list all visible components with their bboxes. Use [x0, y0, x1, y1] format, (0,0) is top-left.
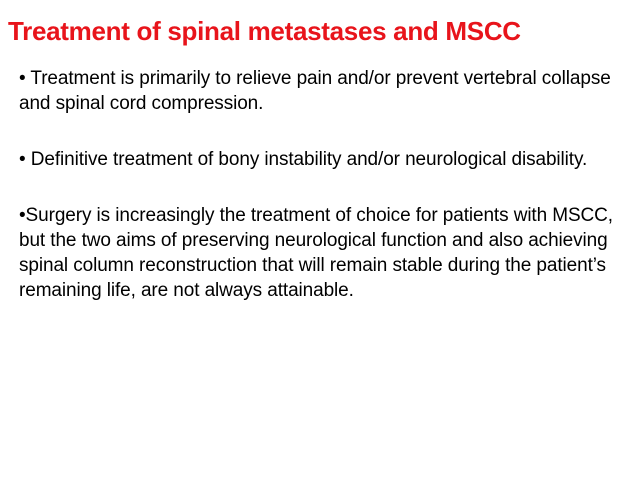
- bullet-item-surgery: •Surgery is increasingly the treatment of choice for patients with MSCC, but the two aims of preserving neurological function and also achieving spinal column reconstruction that will remain stable during the patient’s remaining life, are not always attainable.: [19, 205, 613, 301]
- bullet-item-definitive-treatment: • Definitive treatment of bony instability and/or neurological disability.: [19, 149, 588, 170]
- bullet-item-relieve-pain: • Treatment is primarily to relieve pain and/or prevent vertebral collapse and spinal cord compression.: [19, 68, 611, 114]
- slide-title: Treatment of spinal metastases and MSCC: [8, 16, 521, 46]
- bullet-list: [19, 66, 621, 303]
